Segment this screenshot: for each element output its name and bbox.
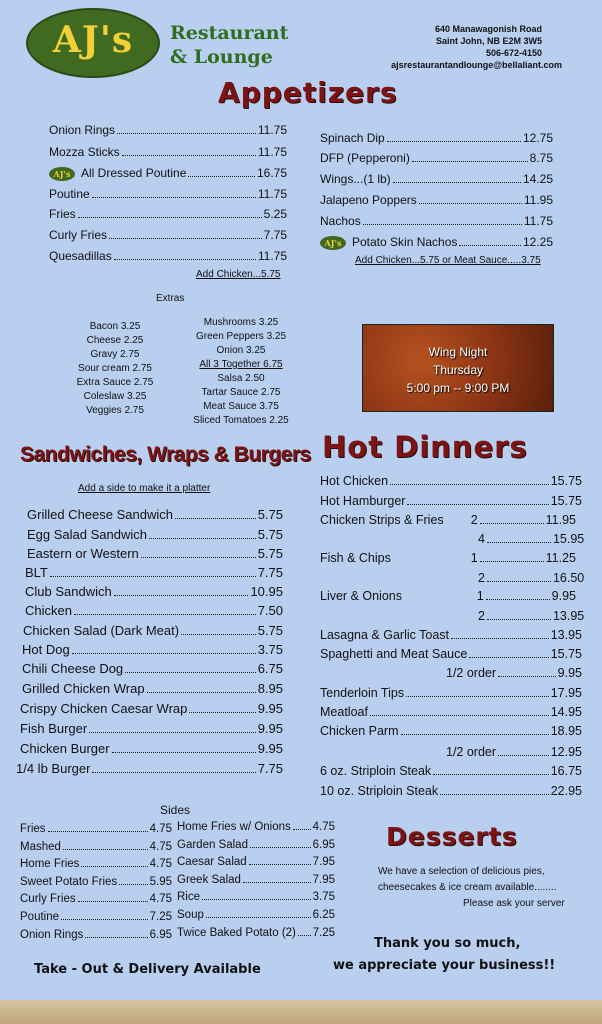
dinner-item — [470, 609, 585, 623]
dot-leader — [363, 224, 522, 225]
dot-leader — [498, 676, 556, 677]
item-name: Poutine — [49, 187, 90, 201]
dot-leader — [469, 657, 548, 658]
dot-leader — [112, 752, 256, 753]
appetizer-item — [49, 166, 287, 181]
thanks-line-2: we appreciate your business!! — [333, 958, 556, 973]
sandwich-item — [25, 584, 283, 599]
item-price: 7.25 — [149, 911, 172, 923]
item-price: 5.75 — [257, 507, 283, 522]
item-price: 4.75 — [312, 821, 335, 833]
appetizer-item — [320, 214, 553, 228]
dot-leader — [114, 595, 249, 596]
dot-leader — [109, 238, 262, 239]
item-name: All Dressed Poutine — [81, 166, 187, 180]
item-name: Mozza Sticks — [49, 145, 120, 159]
side-item — [20, 893, 172, 905]
item-name: Hot Chicken — [320, 474, 389, 488]
item-name: Crispy Chicken Caesar Wrap — [20, 701, 188, 716]
item-name: Potato Skin Nachos — [352, 235, 458, 249]
extra-item: Tartar Sauce 2.75 — [201, 387, 281, 398]
appetizer-item — [320, 193, 553, 207]
item-price: 3.75 — [312, 891, 335, 904]
dot-leader — [298, 935, 311, 936]
item-name: Mashed — [20, 840, 61, 853]
dinner-item — [320, 513, 576, 527]
item-price: 8.95 — [257, 681, 283, 696]
dinner-item — [320, 551, 576, 565]
dot-leader — [85, 937, 147, 938]
item-name: DFP (Pepperoni) — [320, 151, 410, 165]
dot-leader — [89, 732, 255, 733]
dot-leader — [393, 182, 521, 183]
item-name: Liver & Onions — [320, 589, 402, 603]
side-item — [177, 856, 335, 868]
item-price: 4.75 — [149, 858, 172, 871]
item-price: 7.25 — [312, 926, 335, 939]
item-name: Eastern or Western — [27, 546, 139, 561]
side-item — [20, 841, 172, 853]
dot-leader — [433, 774, 549, 775]
dinner-item — [446, 745, 582, 759]
dinner-item — [320, 784, 582, 798]
item-qty: 1 — [476, 589, 484, 603]
phone: 506-672-4150 — [485, 48, 542, 58]
item-price: 12.25 — [522, 235, 553, 249]
dot-leader — [293, 829, 311, 830]
item-price: 11.95 — [523, 193, 553, 207]
dot-leader — [487, 619, 551, 620]
dot-leader — [149, 538, 256, 539]
appetizer-item — [320, 131, 553, 145]
dot-leader — [206, 917, 311, 918]
item-price: 11.75 — [523, 214, 553, 228]
extra-item: Bacon 3.25 — [89, 321, 141, 332]
dot-leader — [74, 614, 256, 615]
item-price: 7.50 — [257, 603, 283, 618]
item-name: Jalapeno Poppers — [320, 193, 417, 207]
item-name: Spaghetti and Meat Sauce — [320, 647, 468, 661]
dot-leader — [459, 245, 521, 246]
side-item — [20, 823, 172, 835]
item-name: Greek Salad — [177, 873, 241, 886]
dot-leader — [147, 692, 256, 693]
item-name: Hot Dog — [22, 642, 70, 657]
appetizer-item — [320, 151, 553, 165]
item-name: Garden Salad — [177, 838, 248, 851]
dinner-item — [320, 494, 582, 508]
dot-leader — [114, 259, 256, 260]
item-price: 9.95 — [257, 721, 283, 736]
appetizers-left-note: Add Chicken...5.75 — [196, 269, 281, 280]
dot-leader — [63, 849, 148, 850]
item-price: 12.95 — [550, 745, 582, 759]
item-price: 14.25 — [522, 172, 553, 186]
item-name: Chicken Parm — [320, 724, 399, 738]
wing-night-line-3: 5:00 pm -- 9:00 PM — [406, 381, 510, 395]
item-price: 12.75 — [522, 131, 553, 145]
item-name: Fries — [49, 207, 76, 221]
side-item — [177, 909, 335, 921]
wing-night-line-1: Wing Night — [428, 345, 488, 359]
item-price: 7.95 — [312, 873, 335, 886]
item-price: 3.75 — [257, 642, 283, 657]
item-name: Spinach Dip — [320, 131, 385, 145]
item-name: Twice Baked Potato (2) — [177, 926, 296, 939]
appetizers-right-note: Add Chicken...5.75 or Meat Sauce.....3.75 — [355, 255, 541, 266]
extra-item: All 3 Together 6.75 — [199, 359, 283, 370]
side-item — [20, 911, 172, 923]
item-price: 9.95 — [557, 666, 582, 680]
item-price: 11.25 — [545, 551, 576, 565]
side-item — [20, 876, 172, 888]
item-name: 1/2 order — [446, 745, 497, 759]
item-name: Home Fries — [20, 858, 80, 871]
desserts-line-2: cheesecakes & ice cream available........ — [378, 882, 557, 893]
item-price: 6.25 — [312, 909, 335, 921]
side-item — [177, 874, 335, 886]
item-name: Sweet Potato Fries — [20, 875, 118, 888]
item-price: 22.95 — [550, 784, 582, 798]
item-price: 14.95 — [550, 705, 582, 719]
item-price: 9.95 — [257, 741, 283, 756]
item-price: 6.95 — [312, 838, 335, 851]
hot-dinners-title: Hot Dinners — [322, 430, 528, 464]
dot-leader — [480, 561, 544, 562]
dot-leader — [117, 133, 256, 134]
item-name: Chicken Salad (Dark Meat) — [23, 623, 180, 638]
sandwich-item — [27, 527, 283, 542]
dot-leader — [498, 755, 549, 756]
dinner-item — [320, 686, 582, 700]
dot-leader — [72, 653, 256, 654]
item-name: Curly Fries — [49, 228, 108, 242]
desserts-line-3: Please ask your server — [463, 898, 565, 909]
side-item — [20, 858, 172, 870]
dinner-item — [320, 764, 582, 778]
item-name: Grilled Cheese Sandwich — [27, 507, 173, 522]
sandwich-item — [16, 761, 283, 776]
item-price: 7.75 — [263, 228, 287, 242]
extra-item: Sour cream 2.75 — [78, 363, 152, 374]
item-price: 5.75 — [257, 623, 283, 638]
appetizer-item — [49, 249, 287, 263]
sides-title: Sides — [160, 803, 191, 817]
item-name: Soup — [177, 909, 204, 921]
item-price: 13.95 — [552, 609, 585, 623]
sandwich-item — [25, 565, 283, 580]
sandwich-item — [20, 741, 283, 756]
table-surface — [0, 1000, 602, 1024]
item-name: Fish Burger — [20, 721, 88, 736]
item-name: Chicken Burger — [20, 741, 110, 756]
dot-leader — [92, 197, 256, 198]
dot-leader — [451, 638, 549, 639]
sandwich-item — [22, 681, 283, 696]
side-item — [177, 839, 335, 851]
item-name: Chicken Strips & Fries — [320, 513, 444, 527]
dot-leader — [141, 557, 256, 558]
sandwich-item — [20, 701, 283, 716]
dot-leader — [119, 884, 147, 885]
dot-leader — [419, 203, 522, 204]
dot-leader — [370, 715, 549, 716]
sandwiches-title: Sandwiches, Wraps & Burgers — [20, 443, 311, 466]
email: ajsrestaurantandlounge@bellaliant.com — [391, 60, 562, 70]
wing-night-line-2: Thursday — [432, 363, 484, 377]
item-name: Chili Cheese Dog — [22, 661, 124, 676]
appetizer-item — [49, 228, 287, 242]
item-name: Fries — [20, 823, 46, 835]
dot-leader — [48, 831, 148, 832]
dot-leader — [125, 672, 256, 673]
item-name: Grilled Chicken Wrap — [22, 681, 145, 696]
item-price: 9.95 — [257, 701, 283, 716]
dot-leader — [390, 484, 549, 485]
extra-item: Extra Sauce 2.75 — [76, 377, 154, 388]
dot-leader — [401, 734, 549, 735]
dot-leader — [181, 634, 256, 635]
item-name: 1/4 lb Burger — [16, 761, 91, 776]
item-qty: 4 — [478, 532, 485, 546]
extra-item: Veggies 2.75 — [86, 405, 144, 416]
ajs-badge-icon: AJ's — [49, 167, 75, 181]
item-name: Meatloaf — [320, 705, 368, 719]
dot-leader — [440, 794, 549, 795]
dot-leader — [188, 176, 255, 177]
logo — [26, 8, 160, 78]
sandwich-item — [20, 721, 283, 736]
item-price: 7.75 — [257, 565, 283, 580]
sandwich-item — [25, 603, 283, 618]
appetizers-title: Appetizers — [218, 76, 398, 109]
address-line-2: Saint John, NB E2M 3W5 — [435, 36, 542, 46]
item-name: Onion Rings — [20, 928, 84, 941]
item-qty: 1 — [470, 551, 478, 565]
item-price: 11.75 — [257, 187, 287, 201]
dot-leader — [175, 518, 256, 519]
dinner-item — [320, 705, 582, 719]
side-item — [177, 927, 335, 939]
dinner-item — [320, 724, 582, 738]
dot-leader — [50, 576, 256, 577]
item-name: Curly Fries — [20, 893, 76, 906]
item-price: 4.75 — [149, 823, 172, 835]
item-price: 11.75 — [257, 123, 287, 137]
item-price: 5.95 — [149, 875, 172, 888]
desserts-line-1: We have a selection of delicious pies, — [378, 866, 545, 877]
dot-leader — [407, 504, 548, 505]
item-name: BLT — [25, 565, 48, 580]
item-qty: 2 — [478, 609, 485, 623]
dot-leader — [81, 866, 147, 867]
item-price: 11.75 — [257, 249, 287, 263]
ajs-badge-icon: AJ's — [320, 236, 346, 250]
item-name: Onion Rings — [49, 123, 116, 137]
dot-leader — [78, 901, 148, 902]
dinner-item — [320, 647, 582, 661]
dinner-item — [470, 532, 585, 546]
item-price: 16.75 — [256, 166, 287, 180]
appetizer-item — [49, 207, 287, 221]
item-price: 4.75 — [149, 840, 172, 853]
item-name: 1/2 order — [446, 666, 497, 680]
side-item — [20, 929, 172, 941]
item-price: 9.95 — [551, 589, 576, 603]
appetizer-item — [320, 172, 553, 186]
item-price: 15.75 — [550, 494, 582, 508]
item-name: Club Sandwich — [25, 584, 112, 599]
item-price: 15.95 — [552, 532, 585, 546]
dinner-item — [446, 666, 582, 680]
dot-leader — [387, 141, 521, 142]
item-price: 16.50 — [552, 571, 585, 585]
logo-text: AJ's — [52, 19, 134, 61]
item-name: Poutine — [20, 911, 60, 923]
side-item — [177, 821, 335, 833]
dot-leader — [487, 581, 551, 582]
dot-leader — [243, 882, 311, 883]
item-price: 15.75 — [550, 647, 582, 661]
item-price: 5.75 — [257, 546, 283, 561]
dinner-item — [320, 474, 582, 488]
item-price: 4.75 — [149, 893, 172, 906]
item-price: 18.95 — [550, 724, 582, 738]
dot-leader — [486, 599, 550, 600]
extra-item: Sliced Tomatoes 2.25 — [193, 415, 289, 426]
sandwich-item — [23, 623, 283, 638]
item-price: 17.95 — [550, 686, 582, 700]
dot-leader — [78, 217, 262, 218]
item-price: 5.75 — [257, 527, 283, 542]
item-price: 8.75 — [529, 151, 553, 165]
wing-night-photo — [362, 324, 554, 412]
item-name: Home Fries w/ Onions — [177, 821, 291, 833]
extra-item: Cheese 2.25 — [86, 335, 144, 346]
extra-item: Coleslaw 3.25 — [83, 391, 147, 402]
extra-item: Mushrooms 3.25 — [203, 317, 279, 328]
item-name: Caesar Salad — [177, 856, 247, 869]
item-price: 5.25 — [263, 207, 287, 221]
brand-line-1: Restaurant — [170, 22, 289, 44]
item-name: Egg Salad Sandwich — [27, 527, 147, 542]
desserts-title: Desserts — [386, 822, 518, 851]
item-price: 6.75 — [257, 661, 283, 676]
extra-item: Gravy 2.75 — [90, 349, 140, 360]
dinner-item — [320, 589, 576, 603]
item-price: 10.95 — [250, 584, 283, 599]
appetizer-item — [49, 145, 287, 159]
dot-leader — [122, 155, 256, 156]
item-price: 13.95 — [550, 628, 582, 642]
dot-leader — [202, 899, 311, 900]
item-price: 11.75 — [257, 145, 287, 159]
side-item — [177, 891, 335, 903]
item-name: Nachos — [320, 214, 361, 228]
item-price: 15.75 — [550, 474, 582, 488]
item-name: Tenderloin Tips — [320, 686, 405, 700]
dot-leader — [412, 161, 528, 162]
item-name: Chicken — [25, 603, 72, 618]
thanks-line-1: Thank you so much, — [374, 936, 521, 951]
extra-item: Onion 3.25 — [216, 345, 266, 356]
item-price: 6.95 — [149, 928, 172, 941]
sandwich-item — [27, 507, 283, 522]
dot-leader — [250, 847, 311, 848]
appetizer-item — [320, 235, 553, 250]
item-name: Rice — [177, 891, 201, 904]
address-line-1: 640 Manawagonish Road — [434, 24, 542, 34]
extras-title: Extras — [156, 293, 185, 304]
item-price: 7.95 — [312, 856, 335, 869]
item-name: Lasagna & Garlic Toast — [320, 628, 450, 642]
appetizer-item — [49, 187, 287, 201]
dot-leader — [189, 712, 255, 713]
dinner-item — [470, 571, 585, 585]
item-name: 10 oz. Striploin Steak — [320, 784, 439, 798]
item-qty: 2 — [478, 571, 485, 585]
item-name: Quesadillas — [49, 249, 112, 263]
item-price: 7.75 — [257, 761, 283, 776]
item-price: 16.75 — [550, 764, 582, 778]
dot-leader — [487, 542, 551, 543]
item-qty: 2 — [470, 513, 478, 527]
dot-leader — [480, 523, 544, 524]
takeout-note: Take - Out & Delivery Available — [34, 962, 261, 977]
sandwich-item — [22, 642, 283, 657]
sandwiches-subtitle: Add a side to make it a platter — [78, 483, 211, 494]
sandwich-item — [27, 546, 283, 561]
item-name: Hot Hamburger — [320, 494, 406, 508]
item-name: Fish & Chips — [320, 551, 391, 565]
item-price: 11.95 — [545, 513, 576, 527]
extra-item: Green Peppers 3.25 — [195, 331, 287, 342]
sandwich-item — [22, 661, 283, 676]
dinner-item — [320, 628, 582, 642]
dot-leader — [92, 772, 255, 773]
item-name: Wings...(1 lb) — [320, 172, 391, 186]
dot-leader — [249, 864, 311, 865]
extra-item: Meat Sauce 3.75 — [203, 401, 279, 412]
dot-leader — [406, 696, 549, 697]
extra-item: Salsa 2.50 — [217, 373, 265, 384]
item-name: 6 oz. Striploin Steak — [320, 764, 432, 778]
appetizer-item — [49, 123, 287, 137]
brand-line-2: & Lounge — [170, 46, 273, 68]
dot-leader — [61, 919, 148, 920]
